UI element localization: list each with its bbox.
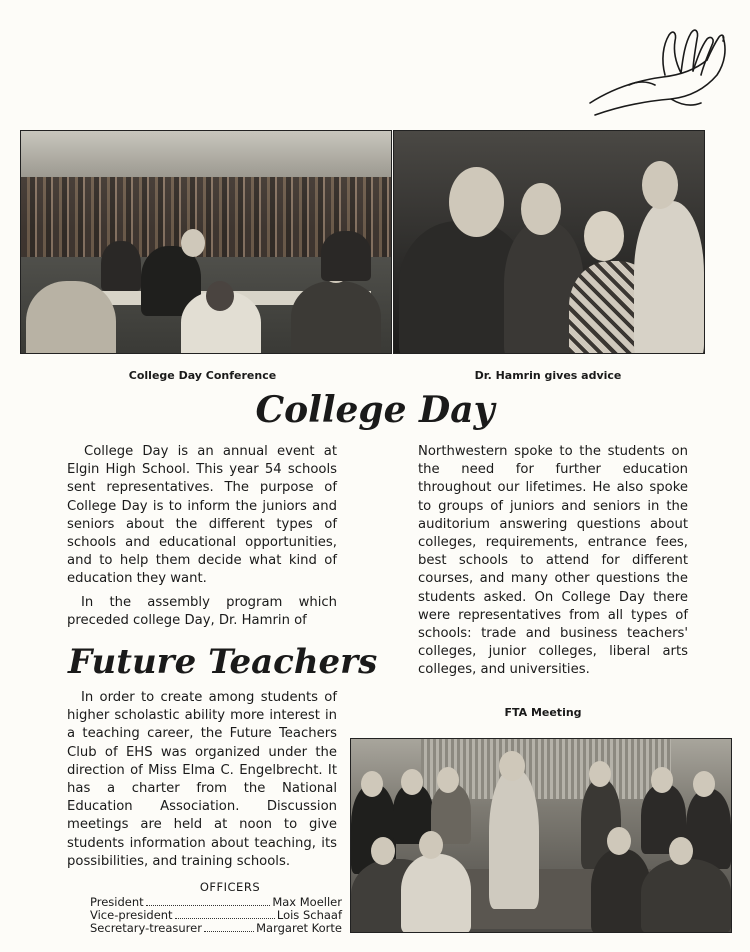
college-day-title: College Day: [255, 389, 495, 431]
leader-dots: [146, 896, 271, 906]
future-teachers-paragraph: In order to create among students of higher scholastic ability more interest in a teaching career, the Future Teachers Club of EHS was organized under the direction of Miss Elma C. Engelbrecht. It has a charter from the National Education Association. Discussion meetings are held at noon to give students information about teaching, its possibilities, and training schools.: [67, 690, 337, 869]
college-day-paragraph-1: College Day is an annual event at Elgin High School. This year 54 schools sent representatives. The purpose of College Day is to inform the juniors and seniors about the different types of schools and educational opportunities, and to help them decide what kind of education they want.: [67, 444, 337, 587]
leader-dots: [204, 922, 254, 932]
college-day-left-column: [67, 443, 337, 630]
officer-name: Margaret Korte: [256, 921, 342, 935]
officers-heading: OFFICERS: [199, 880, 261, 894]
left-photo-caption: College Day Conference: [128, 369, 277, 382]
leader-dots: [175, 909, 275, 919]
future-teachers-column: [67, 689, 337, 871]
officer-role: Secretary-treasurer: [90, 921, 202, 935]
officers-list: [90, 896, 342, 935]
officer-role: President: [90, 895, 144, 909]
college-day-paragraph-3: Northwestern spoke to the students on the need for further education throughout our lifetimes. He also spoke to groups of juniors and seniors in the auditorium answering questions about colleges, requirements, entrance fees, best schools to attend for different courses, and many other questions the students asked. On College Day there were representatives from all types of schools: trade and business teachers' colleges, junior colleges, liberal arts colleges, and universities.: [418, 444, 688, 678]
fta-meeting-caption: FTA Meeting: [504, 706, 582, 719]
future-teachers-title: Future Teachers: [68, 642, 378, 682]
officer-role: Vice-president: [90, 908, 173, 922]
officer-name: Lois Schaaf: [276, 908, 342, 922]
college-day-right-column: [418, 443, 688, 680]
fta-meeting-photo: [350, 738, 732, 933]
hand-illustration: [585, 15, 730, 125]
college-day-paragraph-2: In the assembly program which preceded college Day, Dr. Hamrin of: [67, 594, 337, 628]
officer-name: Max Moeller: [272, 895, 342, 909]
dr-hamrin-photo: [393, 130, 705, 354]
right-photo-caption: Dr. Hamrin gives advice: [474, 369, 622, 382]
college-day-conference-photo: [20, 130, 392, 354]
officer-row: [90, 922, 342, 935]
